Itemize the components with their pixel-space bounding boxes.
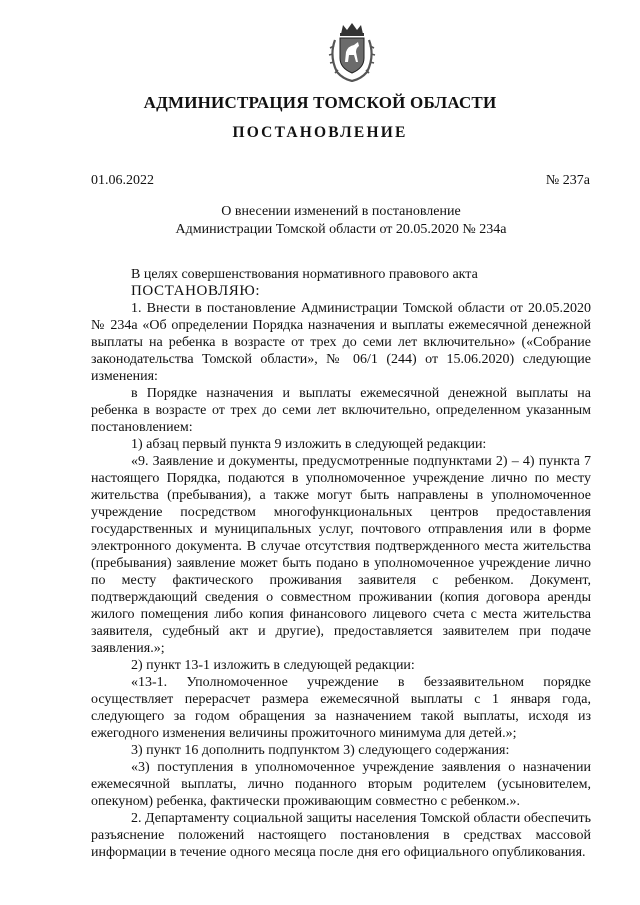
coat-of-arms-icon [327, 22, 377, 82]
paragraph-8: «3) поступления в уполномоченное учреждение заявления о назначении ежемесячной выплаты, лично поданного вторым родителем (усыновителем, опекуном) ребенка, фактически проживающим совместно с ребенком.». [91, 760, 591, 809]
paragraph-2: в Порядке назначения и выплаты ежемесячной денежной выплаты на ребенка в возрасте от трех до семи лет включительно, определенном указанным постановлением: [91, 386, 591, 435]
document-type-title: ПОСТАНОВЛЕНИЕ [232, 124, 408, 141]
decree-heading: ПОСТАНОВЛЯЮ: [131, 283, 261, 299]
paragraph-1: 1. Внести в постановление Администрации Томской области от 20.05.2020 № 234а «Об определении Порядка назначения и выплаты ежемесячной денежной выплаты на ребенка в возрасте от трех до семи лет включительно» («Собрание законодательства Томской области», № 06/1 (244) от 15.06.2020) следующие изменения: [91, 301, 591, 384]
document-subject [91, 203, 591, 239]
subject-line-2: Администрации Томской области от 20.05.2020 № 234а [175, 222, 507, 237]
subject-line-1: О внесении изменений в постановление [221, 204, 461, 219]
document-number: № 237а [545, 173, 590, 188]
paragraph-9: 2. Департаменту социальной защиты населения Томской области обеспечить разъяснение положений настоящего постановления в средствах массовой информации в течение одного месяца после дня его официального опубликования. [91, 811, 591, 860]
paragraph-3: 1) абзац первый пункта 9 изложить в следующей редакции: [131, 437, 487, 452]
preamble-paragraph: В целях совершенствования нормативного правового акта [131, 267, 478, 282]
document-body [91, 266, 591, 861]
paragraph-6: «13-1. Уполномоченное учреждение в беззаявительном порядке осуществляет перерасчет размера ежемесячной выплаты с 1 января года, следующего за годом обращения за назначением такой выплаты, исходя из ежегодного изменения величины прожиточного минимума для детей.»; [91, 675, 591, 741]
document-date: 01.06.2022 [91, 173, 154, 188]
paragraph-7: 3) пункт 16 дополнить подпунктом 3) следующего содержания: [131, 743, 510, 758]
paragraph-5: 2) пункт 13-1 изложить в следующей редакции: [131, 658, 415, 673]
organization-title: АДМИНИСТРАЦИЯ ТОМСКОЙ ОБЛАСТИ [143, 93, 497, 112]
paragraph-4: «9. Заявление и документы, предусмотренные подпунктами 2) – 4) пункта 7 настоящего Порядка, подаются в уполномоченное учреждение лично по месту жительства (пребывания), а также могут быть направлены в уполномоченное учреждение посредством многофункциональных центров предоставления государственных и муниципальных услуг, почтового отправления или в форме электронного документа. В случае отсутствия подтвержденного места жительства (пребывания) заявление может быть подано в уполномоченное учреждение лично по месту фактического проживания заявителя с ребенком. Документ, подтверждающий сведения о совместном проживании (копия договора аренды жилого помещения либо копия финансового лицевого счета с места жительства заявителя, судебный акт и другие), предоставляется заявителем при подаче заявления.»; [91, 454, 591, 656]
